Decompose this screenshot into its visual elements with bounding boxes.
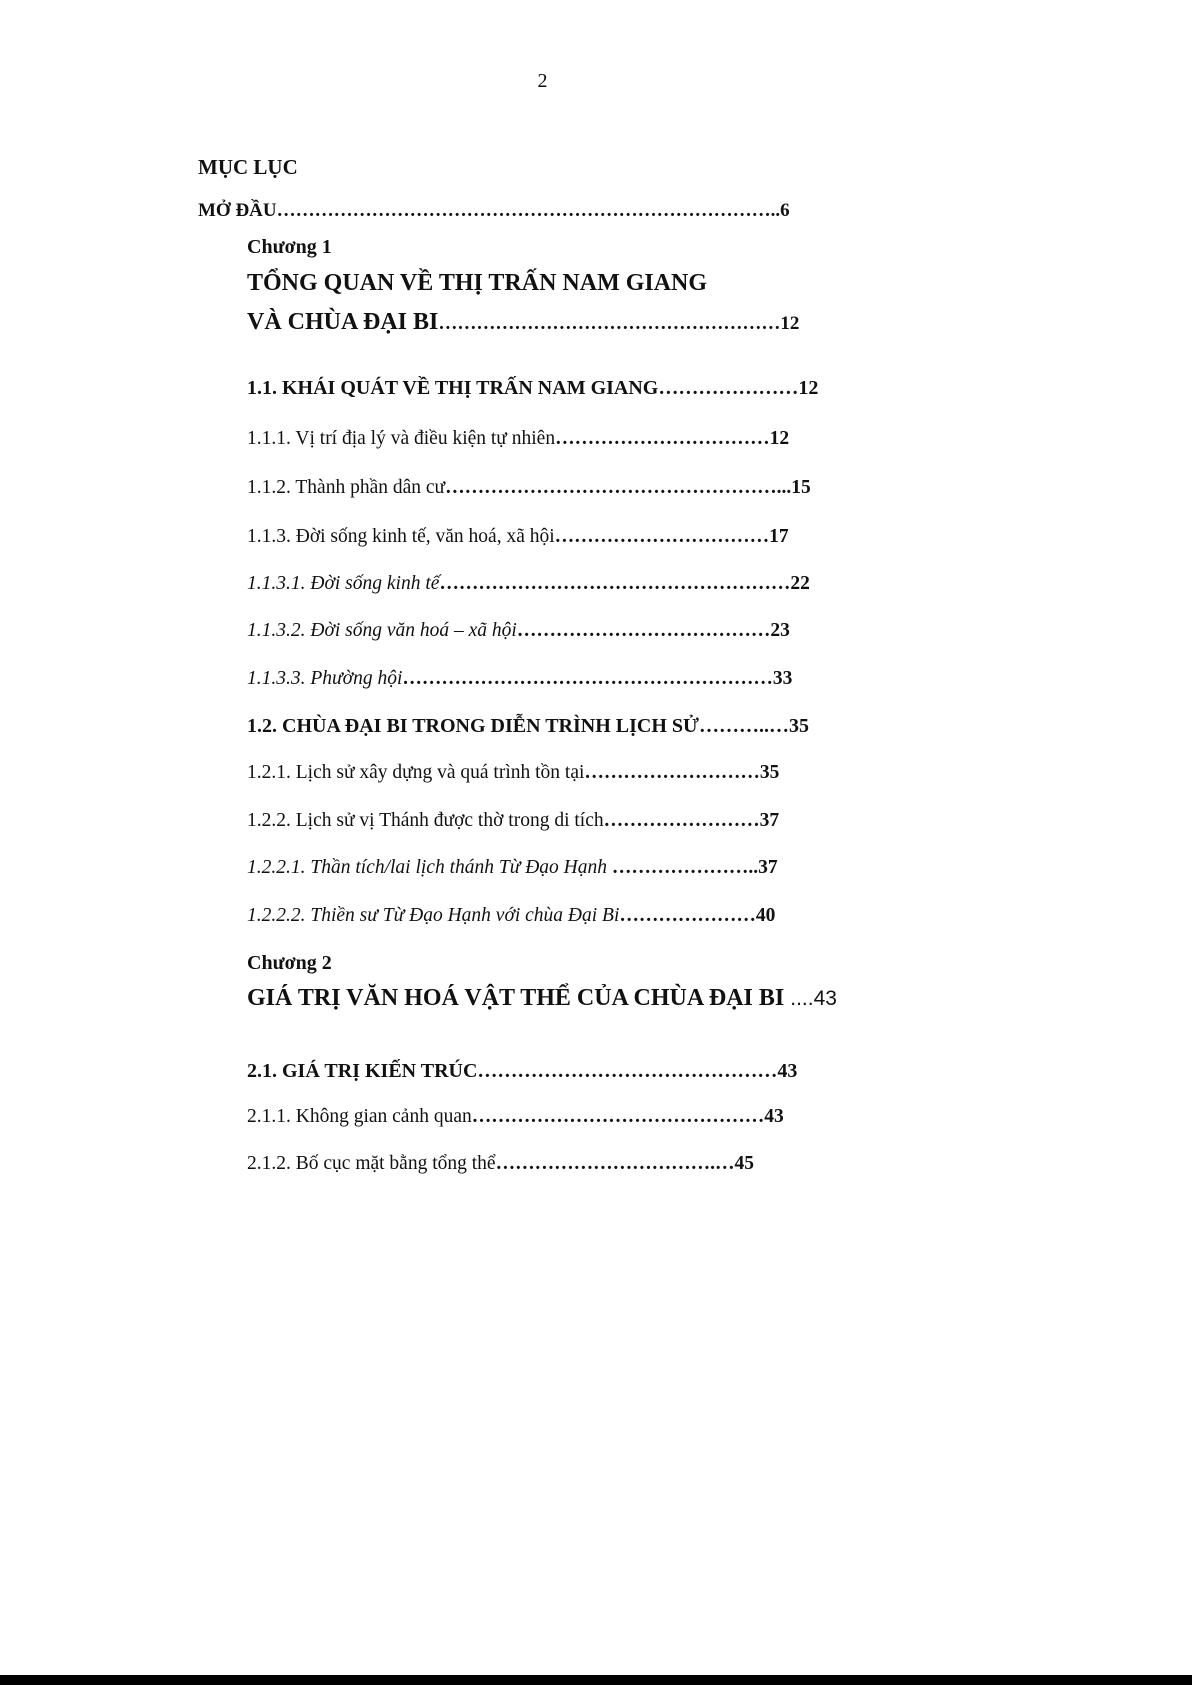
toc-page-number: 33 — [772, 668, 793, 689]
toc-entry-text: 1.1.3.3. Phường hội — [247, 668, 403, 689]
toc-leader: ………………………………… — [516, 620, 771, 641]
toc-page-number: 35 — [759, 762, 780, 783]
toc-leader: …………………… — [603, 810, 760, 831]
toc-entry-subsubsection[interactable] — [247, 620, 790, 642]
toc-title: MỤC LỤC — [198, 155, 298, 179]
toc-entry-subsubsection[interactable] — [247, 668, 792, 690]
toc-leader: .... — [790, 987, 814, 1010]
toc-leader: ………………… — [658, 377, 799, 399]
toc-entry-section[interactable] — [247, 377, 818, 400]
toc-leader: …………………………….… — [495, 1153, 735, 1174]
chapter-title: TỔNG QUAN VỀ THỊ TRẤN NAM GIANG — [247, 270, 708, 296]
toc-entry-text: VÀ CHÙA ĐẠI BI — [247, 309, 439, 335]
toc-page-number: 17 — [769, 526, 789, 547]
bottom-edge-bar — [0, 1675, 1192, 1685]
toc-entry-subsection[interactable] — [247, 526, 789, 548]
toc-entry-text: 1.1.1. Vị trí địa lý và điều kiện tự nhiên — [247, 428, 556, 449]
toc-entry-text: 1.2.1. Lịch sử xây dựng và quá trình tồn tại — [247, 762, 585, 783]
toc-entry-chapter-2[interactable] — [247, 985, 837, 1012]
toc-leader: ……………………………………………… — [438, 313, 781, 334]
toc-entry-text: GIÁ TRỊ VĂN HOÁ VẬT THỂ CỦA CHÙA ĐẠI BI — [247, 985, 791, 1011]
toc-leader: ………………….. — [611, 857, 759, 878]
toc-leader: …………………………… — [554, 526, 770, 547]
toc-page-number: 37 — [759, 810, 780, 831]
toc-page-number: 22 — [790, 573, 810, 594]
toc-entry-intro[interactable] — [198, 200, 790, 222]
toc-entry-text: 1.2.2. Lịch sử vị Thánh được thờ trong di tích — [247, 810, 604, 831]
toc-page-number: 45 — [734, 1153, 754, 1174]
toc-leader: ……………………………………… — [477, 1060, 778, 1082]
toc-entry-text: 1.1. KHÁI QUÁT VỀ THỊ TRẤN NAM GIANG — [247, 377, 659, 399]
toc-leader: ……………………… — [584, 762, 760, 783]
toc-entry-subsection[interactable] — [247, 1153, 754, 1175]
toc-page-number: 43 — [777, 1060, 798, 1082]
toc-leader: ……………………………………………… — [439, 573, 791, 594]
toc-leader: ………………………………………………… — [402, 668, 773, 689]
toc-entry-subsection[interactable] — [247, 762, 779, 784]
toc-entry-text: 1.2.2.2. Thiền sư Từ Đạo Hạnh với chùa Đại Bi — [247, 905, 620, 926]
toc-entry-text: 1.2.2.1. Thần tích/lai lịch thánh Từ Đạo Hạnh — [247, 857, 612, 878]
toc-entry-subsubsection[interactable] — [247, 857, 778, 879]
toc-leader: ………..… — [698, 715, 789, 737]
toc-entry-subsubsection[interactable] — [247, 573, 810, 595]
toc-page-number: 43 — [764, 1106, 784, 1127]
toc-leader: ……………………………………… — [471, 1106, 765, 1127]
toc-page-number: 6 — [780, 200, 790, 221]
toc-leader: …………………………… — [555, 428, 770, 449]
toc-entry-text: 2.1.1. Không gian cảnh quan — [247, 1106, 472, 1127]
toc-page-number: 23 — [770, 620, 790, 641]
chapter-label: Chương 2 — [247, 952, 332, 974]
toc-entry-text: 1.1.3.1. Đời sống kinh tế — [247, 573, 440, 594]
toc-entry-text: 2.1. GIÁ TRỊ KIẾN TRÚC — [247, 1060, 478, 1082]
toc-entry-text: 1.2. CHÙA ĐẠI BI TRONG DIỄN TRÌNH LỊCH SỬ — [247, 715, 699, 737]
toc-entry-section[interactable] — [247, 715, 809, 738]
toc-page-number: 40 — [755, 905, 776, 926]
toc-entry-text: MỞ ĐẦU — [198, 200, 277, 221]
toc-page-number: 12 — [798, 377, 819, 399]
chapter-label: Chương 1 — [247, 236, 332, 258]
toc-leader: …………………………………………………………………….. — [276, 200, 781, 221]
toc-page-number: 12 — [769, 428, 790, 449]
toc-entry-subsection[interactable] — [247, 810, 779, 832]
toc-page-number: 15 — [791, 477, 811, 498]
toc-entry-text: 1.1.3. Đời sống kinh tế, văn hoá, xã hội — [247, 526, 555, 547]
toc-leader: ……………………………………………... — [445, 477, 792, 498]
toc-page-number: 12 — [780, 313, 800, 334]
toc-page-number: 37 — [758, 857, 778, 878]
toc-entry-subsection[interactable] — [247, 1106, 784, 1128]
page-number: 2 — [537, 70, 548, 92]
toc-entry-section[interactable] — [247, 1060, 797, 1083]
toc-entry-text: 1.1.2. Thành phần dân cư — [247, 477, 446, 498]
toc-entry-subsubsection[interactable] — [247, 905, 775, 927]
toc-leader: ………………… — [619, 905, 756, 926]
toc-page-number: 35 — [788, 715, 809, 737]
toc-entry-subsection[interactable] — [247, 477, 811, 499]
toc-entry-text: 2.1.2. Bố cục mặt bằng tổng thể — [247, 1153, 496, 1174]
toc-page-number: 43 — [813, 987, 837, 1010]
toc-entry-text: 1.1.3.2. Đời sống văn hoá – xã hội — [247, 620, 517, 641]
toc-entry-subsection[interactable] — [247, 428, 789, 450]
toc-entry-chapter-1[interactable] — [247, 309, 799, 336]
